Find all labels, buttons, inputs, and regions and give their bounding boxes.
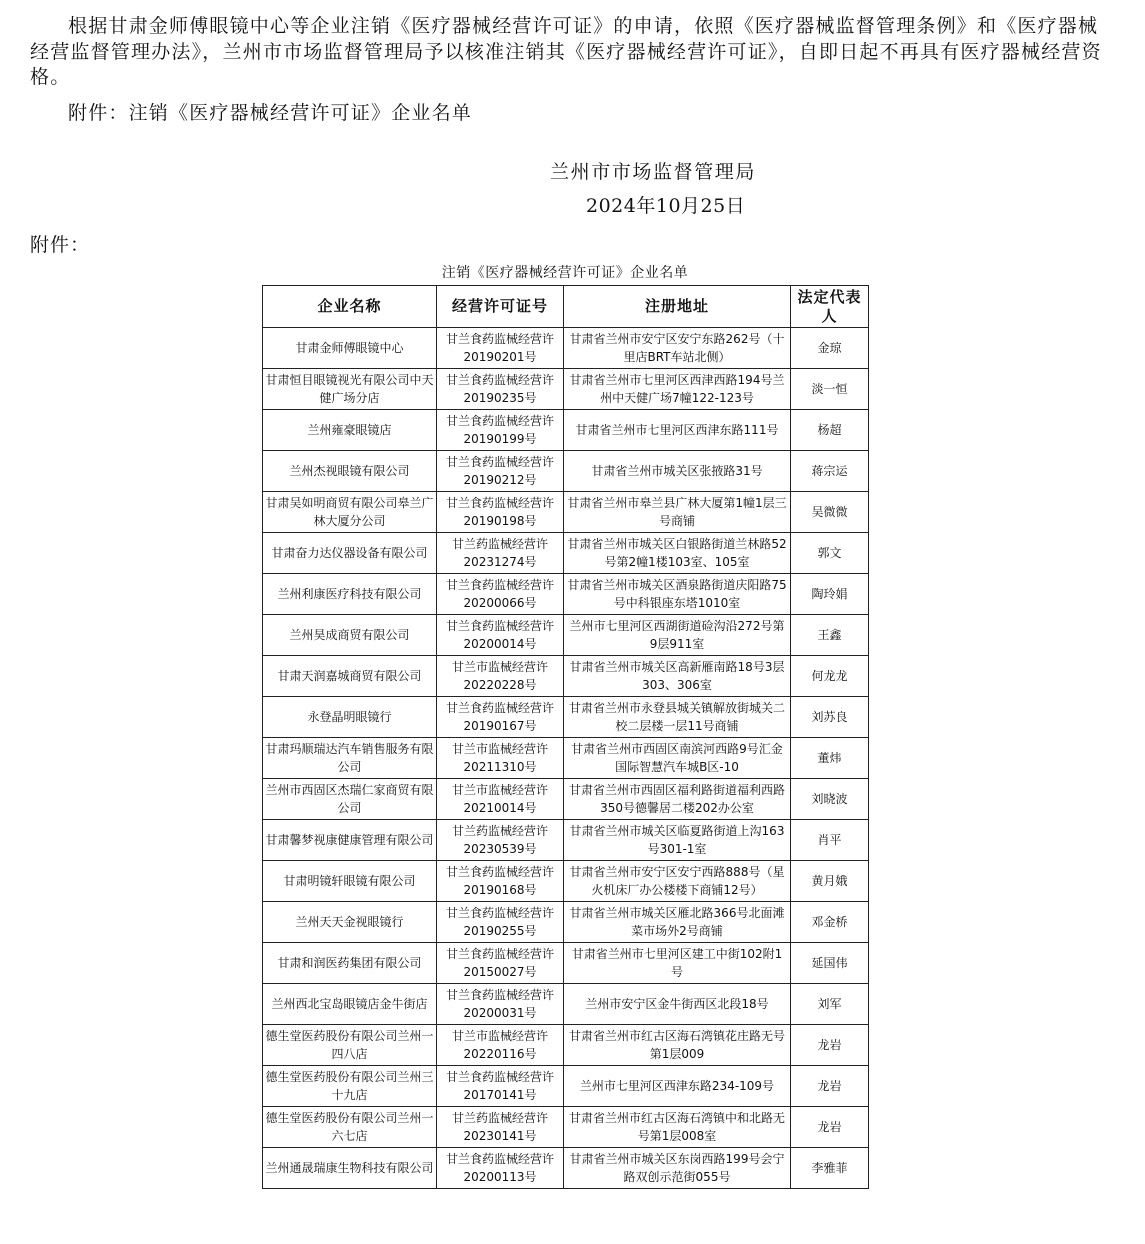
license-number-cell: 甘兰食药监械经营许20170141号: [437, 1066, 564, 1107]
company-name-cell: 德生堂医药股份有限公司兰州三十九店: [263, 1066, 437, 1107]
registered-address-cell: 甘肃省兰州市永登县城关镇解放街城关二校二层楼一层11号商铺: [564, 697, 791, 738]
issue-date: 2024年10月25日: [586, 195, 746, 217]
license-number-cell: 甘兰食药监械经营许20190168号: [437, 861, 564, 902]
table-row: [263, 943, 869, 984]
registered-address-cell: 甘肃省兰州市西固区福利路街道福利西路350号德馨居二楼202办公室: [564, 779, 791, 820]
license-number-cell: 甘兰药监械经营许20231274号: [437, 533, 564, 574]
table-row: [263, 410, 869, 451]
table-row: [263, 697, 869, 738]
registered-address-cell: 甘肃省兰州市红古区海石湾镇花庄路无号第1层009: [564, 1025, 791, 1066]
revoked-license-table: [262, 285, 869, 1189]
legal-representative-cell: 肖平: [791, 820, 869, 861]
license-number-cell: 甘兰市监械经营许20220116号: [437, 1025, 564, 1066]
legal-representative-cell: 陶玲娟: [791, 574, 869, 615]
header-license-number: 经营许可证号: [437, 286, 564, 328]
table-row: [263, 1107, 869, 1148]
attachment-line: 附件：注销《医疗器械经营许可证》企业名单: [68, 102, 473, 124]
company-name-cell: 甘肃玛顺瑞达汽车销售服务有限公司: [263, 738, 437, 779]
legal-representative-cell: 董炜: [791, 738, 869, 779]
header-registered-address: 注册地址: [564, 286, 791, 328]
company-name-cell: 甘肃吴如明商贸有限公司皋兰广林大厦分公司: [263, 492, 437, 533]
legal-representative-cell: 王鑫: [791, 615, 869, 656]
registered-address-cell: 甘肃省兰州市七里河区建工中街102附1号: [564, 943, 791, 984]
legal-representative-cell: 刘军: [791, 984, 869, 1025]
license-number-cell: 甘兰市监械经营许20220228号: [437, 656, 564, 697]
company-name-cell: 甘肃天润嘉城商贸有限公司: [263, 656, 437, 697]
table-row: [263, 738, 869, 779]
table-row: [263, 492, 869, 533]
legal-representative-cell: 淡一恒: [791, 369, 869, 410]
header-company-name: 企业名称: [263, 286, 437, 328]
registered-address-cell: 甘肃省兰州市安宁区安宁东路262号（十里店BRT车站北侧）: [564, 328, 791, 369]
table-row: [263, 861, 869, 902]
legal-representative-cell: 邓金桥: [791, 902, 869, 943]
license-number-cell: 甘兰食药监械经营许20190167号: [437, 697, 564, 738]
company-name-cell: 永登晶明眼镜行: [263, 697, 437, 738]
table-row: [263, 779, 869, 820]
legal-representative-cell: 金琼: [791, 328, 869, 369]
license-number-cell: 甘兰食药监械经营许20200066号: [437, 574, 564, 615]
company-name-cell: 兰州西北宝岛眼镜店金牛街店: [263, 984, 437, 1025]
license-number-cell: 甘兰食药监械经营许20200031号: [437, 984, 564, 1025]
company-name-cell: 兰州昊成商贸有限公司: [263, 615, 437, 656]
registered-address-cell: 兰州市安宁区金牛街西区北段18号: [564, 984, 791, 1025]
company-name-cell: 甘肃恒目眼镜视光有限公司中天健广场分店: [263, 369, 437, 410]
license-number-cell: 甘兰食药监械经营许20200113号: [437, 1148, 564, 1189]
registered-address-cell: 甘肃省兰州市城关区临夏路街道上沟163号301-1室: [564, 820, 791, 861]
license-number-cell: 甘兰食药监械经营许20150027号: [437, 943, 564, 984]
legal-representative-cell: 刘苏良: [791, 697, 869, 738]
license-number-cell: 甘兰市监械经营许20210014号: [437, 779, 564, 820]
license-number-cell: 甘兰食药监械经营许20200014号: [437, 615, 564, 656]
registered-address-cell: 甘肃省兰州市红古区海石湾镇中和北路无号第1层008室: [564, 1107, 791, 1148]
license-number-cell: 甘兰食药监械经营许20190201号: [437, 328, 564, 369]
registered-address-cell: 兰州市七里河区西津东路234-109号: [564, 1066, 791, 1107]
registered-address-cell: 甘肃省兰州市皋兰县广林大厦第1幢1层三号商铺: [564, 492, 791, 533]
table-caption: 注销《医疗器械经营许可证》企业名单: [441, 265, 689, 281]
registered-address-cell: 甘肃省兰州市城关区东岗西路199号会宁路双创示范街055号: [564, 1148, 791, 1189]
registered-address-cell: 甘肃省兰州市城关区白银路街道兰林路52号第2幢1楼103室、105室: [564, 533, 791, 574]
legal-representative-cell: 延国伟: [791, 943, 869, 984]
registered-address-cell: 甘肃省兰州市七里河区西津西路194号兰州中天健广场7幢122-123号: [564, 369, 791, 410]
company-name-cell: 甘肃奋力达仪器设备有限公司: [263, 533, 437, 574]
legal-representative-cell: 龙岩: [791, 1066, 869, 1107]
company-name-cell: 甘肃和润医药集团有限公司: [263, 943, 437, 984]
company-name-cell: 兰州市西固区杰瑞仁家商贸有限公司: [263, 779, 437, 820]
company-name-cell: 甘肃明镜轩眼镜有限公司: [263, 861, 437, 902]
company-name-cell: 德生堂医药股份有限公司兰州一六七店: [263, 1107, 437, 1148]
table-row: [263, 451, 869, 492]
table-row: [263, 1066, 869, 1107]
registered-address-cell: 甘肃省兰州市安宁区安宁西路888号（星火机床厂办公楼楼下商铺12号）: [564, 861, 791, 902]
table-row: [263, 615, 869, 656]
registered-address-cell: 甘肃省兰州市城关区雁北路366号北面滩菜市场外2号商铺: [564, 902, 791, 943]
registered-address-cell: 甘肃省兰州市西固区南滨河西路9号汇金国际智慧汽车城B区-10: [564, 738, 791, 779]
table-row: [263, 1148, 869, 1189]
table-row: [263, 328, 869, 369]
license-number-cell: 甘兰市监械经营许20211310号: [437, 738, 564, 779]
legal-representative-cell: 杨超: [791, 410, 869, 451]
company-name-cell: 德生堂医药股份有限公司兰州一四八店: [263, 1025, 437, 1066]
company-name-cell: 甘肃馨梦视康健康管理有限公司: [263, 820, 437, 861]
table-row: [263, 369, 869, 410]
table-row: [263, 984, 869, 1025]
registered-address-cell: 甘肃省兰州市城关区张掖路31号: [564, 451, 791, 492]
notice-paragraph: 根据甘肃金师傅眼镜中心等企业注销《医疗器械经营许可证》的申请，依照《医疗器械监督管理条例》和《医疗器械经营监督管理办法》，兰州市市场监督管理局予以核准注销其《医疗器械经营许可证》，自即日起不再具有医疗器械经营资格。: [30, 15, 1102, 88]
company-name-cell: 兰州杰视眼镜有限公司: [263, 451, 437, 492]
legal-representative-cell: 李雅菲: [791, 1148, 869, 1189]
registered-address-cell: 甘肃省兰州市七里河区西津东路111号: [564, 410, 791, 451]
legal-representative-cell: 黄月娥: [791, 861, 869, 902]
table-row: [263, 1025, 869, 1066]
issuing-organization: 兰州市市场监督管理局: [550, 161, 757, 183]
table-row: [263, 656, 869, 697]
registered-address-cell: 甘肃省兰州市城关区高新雁南路18号3层303、306室: [564, 656, 791, 697]
attachment-label: 附件：: [30, 234, 91, 256]
legal-representative-cell: 龙岩: [791, 1025, 869, 1066]
legal-representative-cell: 郭文: [791, 533, 869, 574]
license-number-cell: 甘兰药监械经营许20230141号: [437, 1107, 564, 1148]
license-number-cell: 甘兰食药监械经营许20190235号: [437, 369, 564, 410]
registered-address-cell: 甘肃省兰州市城关区酒泉路街道庆阳路75号中科银座东塔1010室: [564, 574, 791, 615]
legal-representative-cell: 吴微微: [791, 492, 869, 533]
legal-representative-cell: 蒋宗运: [791, 451, 869, 492]
legal-representative-cell: 刘晓波: [791, 779, 869, 820]
table-row: [263, 902, 869, 943]
company-name-cell: 兰州天天金视眼镜行: [263, 902, 437, 943]
header-legal-representative: 法定代表人: [791, 286, 869, 328]
table-row: [263, 574, 869, 615]
table-row: [263, 533, 869, 574]
company-name-cell: 兰州利康医疗科技有限公司: [263, 574, 437, 615]
license-number-cell: 甘兰食药监械经营许20190198号: [437, 492, 564, 533]
license-number-cell: 甘兰食药监械经营许20190255号: [437, 902, 564, 943]
company-name-cell: 兰州雍豪眼镜店: [263, 410, 437, 451]
company-name-cell: 甘肃金师傅眼镜中心: [263, 328, 437, 369]
license-number-cell: 甘兰食药监械经营许20190212号: [437, 451, 564, 492]
registered-address-cell: 兰州市七里河区西湖街道硷沟沿272号第9层911室: [564, 615, 791, 656]
table-row: [263, 820, 869, 861]
company-name-cell: 兰州通晟瑞康生物科技有限公司: [263, 1148, 437, 1189]
legal-representative-cell: 龙岩: [791, 1107, 869, 1148]
license-number-cell: 甘兰药监械经营许20230539号: [437, 820, 564, 861]
table-header-row: [263, 286, 869, 328]
legal-representative-cell: 何龙龙: [791, 656, 869, 697]
license-number-cell: 甘兰食药监械经营许20190199号: [437, 410, 564, 451]
table-body: [263, 328, 869, 1189]
